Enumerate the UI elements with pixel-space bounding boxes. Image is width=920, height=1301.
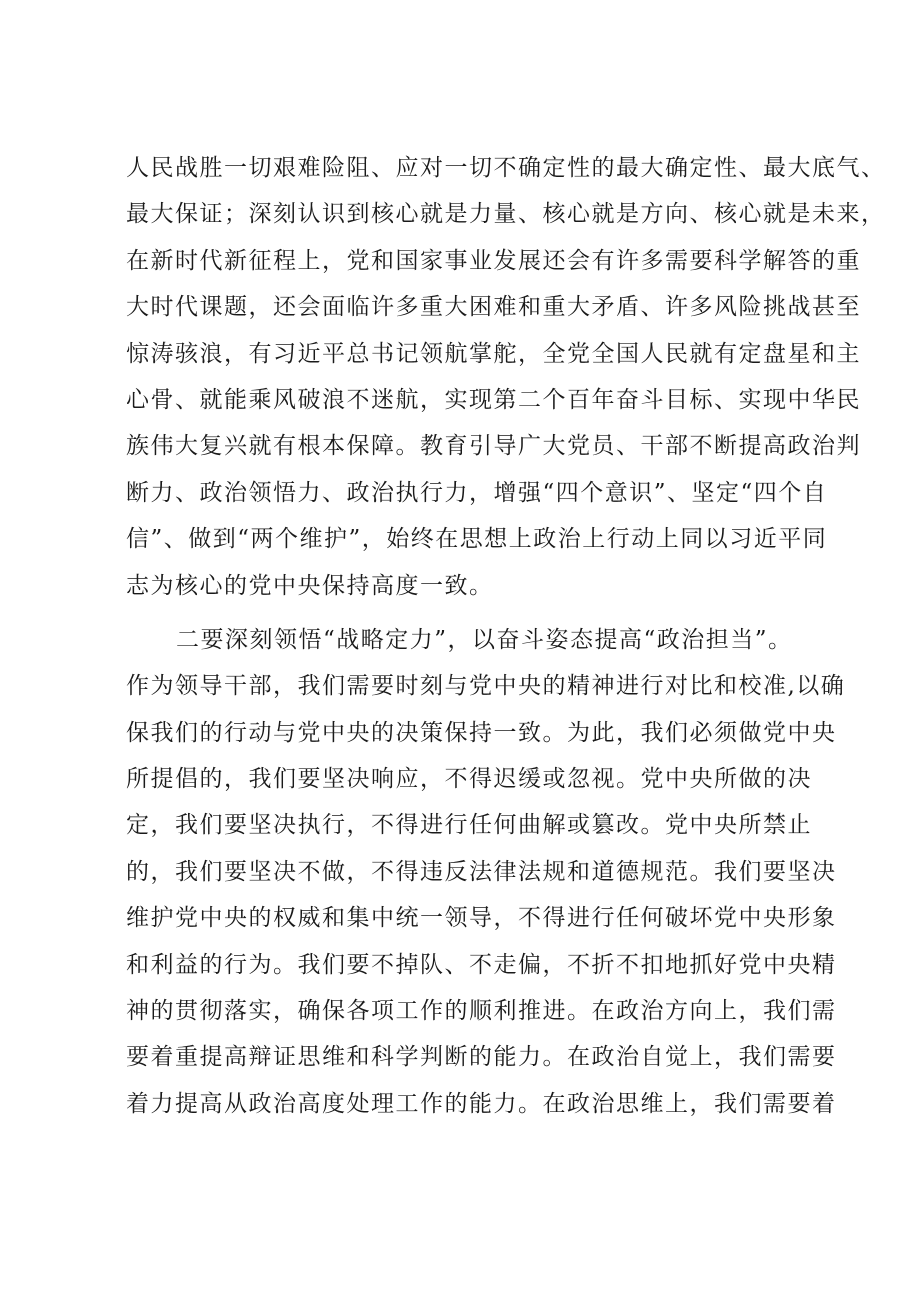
paragraph-line: 信”、做到“两个维护”，始终在思想上政治上行动上同以习近平同 xyxy=(126,526,828,553)
paragraph-line: 心骨、就能乘风破浪不迷航，实现第二个百年奋斗目标、实现中华民 xyxy=(126,386,861,413)
paragraph-line: 族伟大复兴就有根本保障。教育引导广大党员、干部不断提高政治判 xyxy=(126,433,861,460)
paragraph-line: 神的贯彻落实，确保各项工作的顺利推进。在政治方向上，我们需 xyxy=(126,998,837,1025)
paragraph-line: 和利益的行为。我们要不掉队、不走偏，不折不扣地抓好党中央精 xyxy=(126,951,837,978)
paragraph-line: 着力提高从政治高度处理工作的能力。在政治思维上，我们需要着 xyxy=(126,1090,837,1117)
paragraph-line: 最大保证；深刻认识到核心就是力量、核心就是方向、核心就是未来， xyxy=(126,201,886,228)
paragraph-line: 人民战胜一切艰难险阻、应对一切不确定性的最大确定性、最大底气、 xyxy=(126,155,886,181)
paragraph-1 xyxy=(126,145,886,609)
paragraph-line: 志为核心的党中央保持高度一致。 xyxy=(126,572,494,599)
paragraph-line: 大时代课题，还会面临许多重大困难和重大矛盾、许多风险挑战甚至 xyxy=(126,294,861,321)
paragraph-2 xyxy=(126,617,846,1127)
paragraph-line: 的，我们要坚决不做，不得违反法律法规和道德规范。我们要坚决 xyxy=(126,858,837,885)
paragraph-line: 惊涛骇浪，有习近平总书记领航掌舵，全党全国人民就有定盘星和主 xyxy=(126,340,861,367)
paragraph-line: 断力、政治领悟力、政治执行力，增强“四个意识”、坚定“四个自 xyxy=(126,479,828,506)
paragraph-line: 作为领导干部，我们需要时刻与党中央的精神进行对比和校准,以确 xyxy=(126,673,846,700)
paragraph-line: 保我们的行动与党中央的决策保持一致。为此，我们必须做党中央 xyxy=(126,719,837,746)
paragraph-line: 定，我们要坚决执行，不得进行任何曲解或篡改。党中央所禁止 xyxy=(126,812,812,839)
paragraph-line: 要着重提高辩证思维和科学判断的能力。在政治自觉上，我们需要 xyxy=(126,1044,837,1071)
paragraph-line: 所提倡的，我们要坚决响应，不得迟缓或忽视。党中央所做的决 xyxy=(126,766,812,793)
paragraph-line: 在新时代新征程上，党和国家事业发展还会有许多需要科学解答的重 xyxy=(126,247,861,274)
paragraph-heading-line: 二要深刻领悟“战略定力”，以奋斗姿态提高“政治担当”。 xyxy=(176,626,793,653)
document-body xyxy=(126,145,886,1127)
paragraph-line: 维护党中央的权威和集中统一领导，不得进行任何破坏党中央形象 xyxy=(126,905,837,932)
